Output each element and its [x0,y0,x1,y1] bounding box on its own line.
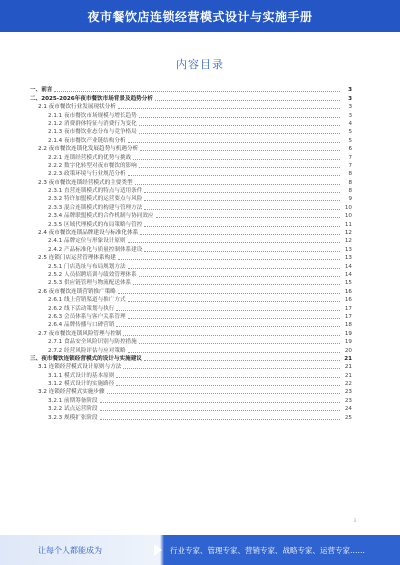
toc-dot-leader [144,199,340,201]
toc-entry-title: 2.1.3 夜市餐饮业态分布与竞争格局 [48,129,137,136]
toc-entry[interactable] [30,321,352,329]
toc-entry[interactable] [30,111,352,119]
toc-entry-title: 2.7 夜市餐饮连锁风险管理与控制 [38,330,122,337]
toc-entry-page: 7 [348,154,352,161]
toc-entry-page: 10 [344,213,352,220]
toc-entry-page: 7 [348,162,352,169]
toc-entry-title: 2.3.2 特许加盟模式的运营要点与风险 [48,196,143,203]
toc-entry-title: 2.3.1 直营连锁模式的特点与适用条件 [48,188,143,195]
toc-entry-page: 13 [344,246,352,253]
toc-entry-page: 3 [348,87,352,94]
toc-entry-title: 一、前言 [30,87,53,94]
toc-entry[interactable] [30,363,352,371]
toc-entry[interactable] [30,153,352,161]
toc-dot-leader [118,292,340,294]
toc-dot-leader [133,158,340,160]
header-banner [0,0,400,32]
toc-entry-title: 3.1 连锁经营模式设计原则与方法 [38,364,122,371]
toc-entry-page: 25 [344,414,352,421]
toc-entry[interactable] [30,313,352,321]
toc-dot-leader [139,342,340,344]
toc-entry-page: 24 [344,406,352,413]
toc-entry-title: 二、2025-2026年夜市餐饮市场背景及趋势分析 [30,95,153,102]
toc-entry-title: 2.2.2 数字化转型对夜市餐饮的影响 [48,162,137,169]
toc-dot-leader [139,124,340,126]
toc-entry-page: 3 [348,112,352,119]
arrow-icon [154,544,162,556]
toc-dot-leader [116,376,340,378]
toc-entry[interactable] [30,279,352,287]
toc-dot-leader [100,401,340,403]
toc-entry[interactable] [30,203,352,211]
toc-dot-leader [144,359,340,361]
toc-entry-page: 13 [344,255,352,262]
toc-entry-title: 2.7.1 食品安全风险识别与防控措施 [48,339,137,346]
toc-entry-page: 8 [348,188,352,195]
toc-entry-title: 2.5.3 供应链管理与物流配送体系 [48,280,132,287]
toc-dot-leader [123,334,340,336]
toc-entry-page: 21 [344,372,352,379]
toc-entry[interactable] [30,162,352,170]
toc-entry-title: 3.1.2 模式设计的实施路径 [48,381,115,388]
toc-entry-title: 3.2.3 规模扩张阶段 [48,414,98,421]
toc-entry[interactable] [30,229,352,237]
toc-entry-page: 20 [344,347,352,354]
toc-dot-leader [128,351,340,353]
toc-entry-title: 2.6.1 线上营销渠道与推广方式 [48,297,126,304]
toc-entry[interactable] [30,405,352,413]
toc-dot-leader [118,107,340,109]
toc-entry-title: 2.3.5 区域代理模式的布局策略与管控 [48,221,143,228]
toc-entry-title: 3.2 连锁经营模式实施步骤 [38,389,105,396]
toc-dot-leader [139,275,340,277]
toc-entry[interactable] [30,120,352,128]
toc-entry-title: 2.7.2 经营风险评估与应对策略 [48,347,126,354]
toc-entry-title: 2.1.2 消费群体特征与消费行为变化 [48,120,137,127]
toc-dot-leader [107,392,340,394]
toc-entry-page: 8 [348,179,352,186]
document-title: 夜市餐饮店连锁经营模式设计与实施手册 [87,9,313,24]
toc-entry-title: 2.1.1 夜市餐饮市场规模与增长趋势 [48,112,137,119]
toc-dot-leader [144,191,340,193]
toc-entry-page: 9 [348,196,352,203]
toc-entry[interactable] [30,86,352,94]
toc-dot-leader [140,149,340,151]
toc-dot-leader [144,225,340,227]
toc-dot-leader [128,317,340,319]
toc-dot-leader [100,418,340,420]
toc-dot-leader [123,367,340,369]
footer-banner [0,535,400,565]
toc-dot-leader [139,166,340,168]
toc-entry-title: 2.3.4 品牌联盟模式的合作机制与协同效应 [48,213,154,220]
toc-entry-title: 2.5.1 门店选址与布局规划方法 [48,263,126,270]
toc-dot-leader [128,267,340,269]
toc-entry[interactable] [30,94,352,102]
toc-entry-page: 15 [344,280,352,287]
toc-entry-title: 2.6 夜市餐饮连锁营销推广策略 [38,288,116,295]
toc-entry[interactable] [30,388,352,396]
toc-entry-title: 2.6.4 品牌传播与口碑营销 [48,322,115,329]
toc-entry-page: 21 [344,364,352,371]
toc-entry-page: 22 [344,381,352,388]
page-number: 3 [353,518,356,523]
toc-dot-leader [144,208,340,210]
toc-entry[interactable] [30,212,352,220]
toc-dot-leader [54,90,340,92]
toc-entry-page: 14 [344,271,352,278]
toc-entry-title: 3.2.2 试点运营阶段 [48,406,98,413]
toc-dot-leader [116,325,340,327]
toc-entry-page: 5 [348,137,352,144]
toc-entry-page: 19 [344,330,352,337]
toc-dot-leader [128,241,340,243]
toc-entry-title: 三、夜市餐饮连锁经营模式的设计与实施建议 [30,355,142,362]
toc-entry[interactable] [30,304,352,312]
toc-dot-leader [128,300,340,302]
toc-entry-title: 2.1.4 夜市餐饮产业链结构分析 [48,137,126,144]
toc-dot-leader [155,99,340,101]
toc-dot-leader [128,141,340,143]
toc-dot-leader [133,283,340,285]
toc-entry-page: 4 [348,120,352,127]
toc-entry[interactable] [30,346,352,354]
toc-entry[interactable] [30,396,352,404]
toc-dot-leader [100,409,340,411]
toc-entry-page: 23 [344,389,352,396]
toc-entry-page: 17 [344,313,352,320]
toc-dot-leader [128,174,340,176]
toc-entry[interactable] [30,355,352,363]
toc-entry-page: 3 [348,104,352,111]
toc-entry-title: 2.4.1 品牌定位与形象设计原则 [48,238,126,245]
toc-entry-title: 2.4.2 产品标准化与质量控制体系建设 [48,246,143,253]
toc-dot-leader [156,216,340,218]
toc-entry[interactable] [30,245,352,253]
toc-entry-title: 2.2.3 政策环境与行业规范分析 [48,171,126,178]
toc-entry-page: 21 [344,355,352,362]
toc-entry-title: 3.1.1 模式设计的基本原则 [48,372,115,379]
toc-entry[interactable] [30,178,352,186]
toc-dot-leader [139,116,340,118]
toc-entry-title: 2.6.2 线下活动策划与执行 [48,305,115,312]
toc-entry-page: 6 [348,146,352,153]
toc-entry[interactable] [30,237,352,245]
toc-entry[interactable] [30,287,352,295]
table-of-contents [30,86,352,422]
toc-entry-title: 2.2 夜市餐饮连锁化发展趋势与机遇分析 [38,146,139,153]
toc-entry-page: 17 [344,305,352,312]
toc-entry-title: 2.2.1 连锁经营模式的优势与挑战 [48,154,132,161]
toc-entry-title: 2.3 夜市餐饮连锁经营模式的主要类型 [38,179,133,186]
toc-dot-leader [116,309,340,311]
toc-entry-page: 12 [344,230,352,237]
toc-entry-title: 2.5 连锁门店运营管理体系构建 [38,255,116,262]
toc-entry[interactable] [30,145,352,153]
toc-entry[interactable] [30,296,352,304]
toc-entry-page: 12 [344,238,352,245]
toc-dot-leader [135,183,340,185]
footer-slogan-left: 让每个人都能成为 [38,545,102,555]
toc-entry-title: 2.6.3 会员体系与客户关系管理 [48,313,126,320]
toc-entry[interactable] [30,371,352,379]
toc-entry[interactable] [30,338,352,346]
toc-entry[interactable] [30,128,352,136]
toc-entry-page: 16 [344,297,352,304]
toc-entry-page: 3 [348,95,352,102]
toc-entry-page: 23 [344,397,352,404]
toc-entry[interactable] [30,262,352,270]
toc-entry-page: 16 [344,288,352,295]
toc-heading: 内容目录 [176,58,224,71]
toc-entry[interactable] [30,103,352,111]
toc-entry[interactable] [30,413,352,421]
toc-entry-title: 2.1 夜市餐饮行业发展现状分析 [38,104,116,111]
footer-slogan-right: 行业专家、管理专家、营销专家、战略专家、运营专家…… [170,545,365,555]
toc-entry[interactable] [30,329,352,337]
toc-entry-page: 11 [344,221,352,228]
toc-entry-page: 10 [344,204,352,211]
toc-dot-leader [139,132,340,134]
toc-entry[interactable] [30,170,352,178]
toc-entry-title: 2.4 夜市餐饮连锁品牌建设与标准化体系 [38,230,139,237]
toc-dot-leader [116,384,340,386]
toc-entry-page: 14 [344,263,352,270]
toc-dot-leader [118,258,340,260]
toc-entry[interactable] [30,136,352,144]
toc-entry-title: 3.2.1 前期筹备阶段 [48,397,98,404]
toc-entry[interactable] [30,195,352,203]
toc-entry[interactable] [30,254,352,262]
toc-entry-page: 8 [348,171,352,178]
toc-entry[interactable] [30,271,352,279]
toc-dot-leader [140,233,340,235]
toc-entry[interactable] [30,380,352,388]
toc-entry-page: 19 [344,339,352,346]
toc-entry[interactable] [30,220,352,228]
toc-entry-page: 5 [348,129,352,136]
toc-entry[interactable] [30,187,352,195]
toc-entry-title: 2.3.3 混合连锁模式的构建与管理方法 [48,204,143,211]
toc-entry-title: 2.5.2 人员招聘培训与绩效管理体系 [48,271,137,278]
toc-dot-leader [144,250,340,252]
toc-entry-page: 18 [344,322,352,329]
